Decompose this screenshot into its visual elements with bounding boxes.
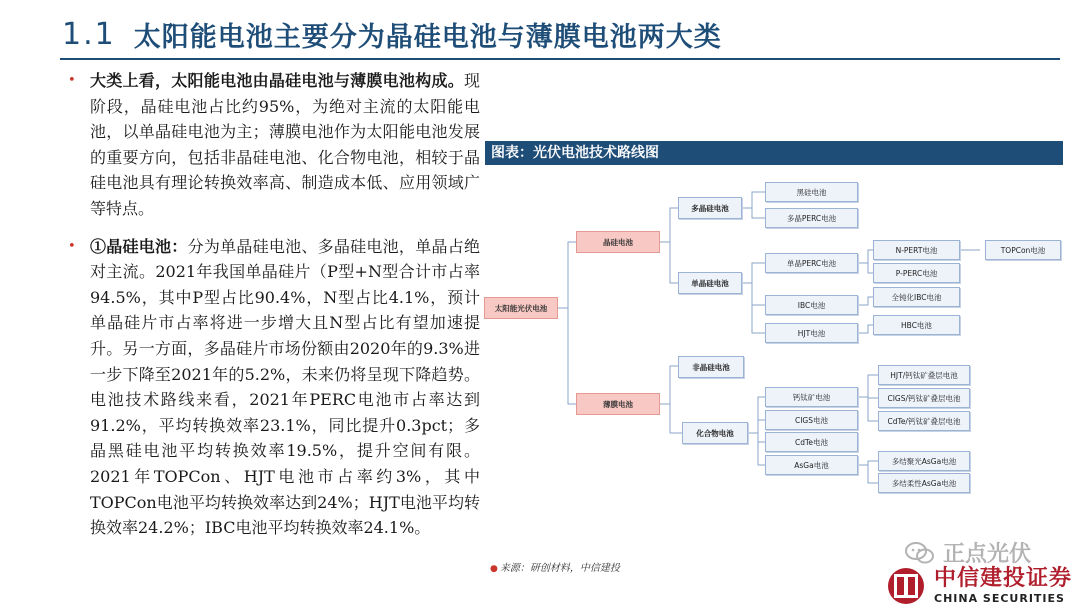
bullet-text: 现阶段，晶硅电池占比约95%，为绝对主流的太阳能电池，以单晶硅电池为主；薄膜电池作为太阳能电池发展的重要方向，包括非晶硅电池、化合物电池，相较于晶硅电池具有理论转换效率高、制造成本低、应用领域广等特点。 bbox=[90, 71, 480, 218]
technology-roadmap-diagram bbox=[480, 170, 980, 510]
title-divider bbox=[60, 58, 1060, 60]
bullet-lead: 大类上看，太阳能电池由晶硅电池与薄膜电池构成。 bbox=[90, 71, 464, 90]
node-thin-film: 薄膜电池 bbox=[576, 393, 660, 415]
node-black-silicon: 黑硅电池 bbox=[765, 182, 858, 202]
node-perovskite: 钙钛矿电池 bbox=[765, 387, 858, 407]
bullet-item bbox=[68, 234, 480, 541]
source-note bbox=[490, 559, 620, 574]
node-multi: 多晶硅电池 bbox=[678, 197, 742, 219]
bullet-text: 分为单晶硅电池、多晶硅电池，单晶占绝对主流。2021年我国单晶硅片（P型+N型合计市占率94.5%，其中P型占比90.4%，N型占比4.1%，预计单晶硅片市占率将进一步增大且N型占比有望加速提升。另一方面，多晶硅片市场份额由2020年的9.3%进一步下降至2021年的5.2%，未来仍将呈现下降趋势。电池技术路线来看，2021年PERC电池市占率达到91.2%，平均转换效率23.1%，同比提升0.3pct；多晶黑硅电池平均转换效率19.5%，提升空间有限。2021年TOPCon、HJT电池市占率约3%，其中TOPCon电池平均转换效率达到24%；HJT电池平均转换效率24.2%；IBC电池平均转换效率24.1%。 bbox=[90, 236, 480, 538]
bullet-dot-icon: • bbox=[68, 238, 76, 254]
node-amorphous: 非晶硅电池 bbox=[678, 356, 744, 378]
source-text: 来源：研创材料，中信建投 bbox=[499, 563, 620, 574]
node-hjt-perovskite: HJT/钙钛矿叠层电池 bbox=[878, 365, 970, 385]
figure-caption: 图表：光伏电池技术路线图 bbox=[485, 141, 1063, 165]
bullet-dot-icon: • bbox=[68, 73, 76, 88]
node-multi-flexible-asga: 多结柔性AsGa电池 bbox=[878, 473, 970, 493]
node-multi-concentrator-asga: 多结聚光AsGa电池 bbox=[878, 451, 970, 471]
node-mono-perc: 单晶PERC电池 bbox=[765, 253, 858, 273]
node-hbc: HBC电池 bbox=[873, 315, 960, 335]
node-cdte-perovskite: CdTe/钙钛矿叠层电池 bbox=[878, 411, 970, 431]
page-header bbox=[62, 12, 722, 56]
node-hjt: HJT电池 bbox=[765, 323, 858, 343]
bullet-item bbox=[68, 68, 480, 222]
node-p-perc: P-PERC电池 bbox=[873, 263, 960, 283]
logo-name-en: CHINA SECURITIES bbox=[934, 592, 1065, 605]
watermark-text: 正点光伏 bbox=[943, 542, 1032, 567]
company-logo bbox=[884, 566, 1072, 606]
node-mono: 单晶硅电池 bbox=[678, 272, 742, 294]
node-topcon: TOPCon电池 bbox=[985, 240, 1061, 260]
section-number: 1.1 bbox=[62, 16, 116, 52]
node-root: 太阳能光伏电池 bbox=[484, 297, 558, 319]
node-all-back-ibc: 全钝化IBC电池 bbox=[873, 287, 960, 307]
node-cigs-perovskite: CIGS/钙钛矿叠层电池 bbox=[878, 388, 970, 408]
bullet-list bbox=[68, 68, 480, 541]
node-crystalline: 晶硅电池 bbox=[576, 231, 660, 253]
bullet-lead: ①晶硅电池： bbox=[90, 236, 188, 256]
node-multi-perc: 多晶PERC电池 bbox=[765, 208, 858, 228]
logo-wordmark bbox=[934, 568, 1072, 604]
node-cdte: CdTe电池 bbox=[765, 432, 858, 452]
node-asga: AsGa电池 bbox=[765, 455, 858, 475]
wechat-watermark bbox=[905, 537, 1031, 568]
citic-emblem-icon bbox=[884, 566, 928, 606]
node-compound: 化合物电池 bbox=[682, 422, 748, 444]
node-n-pert: N-PERT电池 bbox=[873, 240, 960, 260]
wechat-icon bbox=[905, 542, 935, 564]
logo-name-cn: 中信建投证券 bbox=[934, 566, 1073, 591]
source-dot-icon: ● bbox=[490, 564, 498, 574]
node-ibc: IBC电池 bbox=[765, 295, 858, 315]
page-title: 太阳能电池主要分为晶硅电池与薄膜电池两大类 bbox=[133, 21, 722, 53]
node-cigs: CIGS电池 bbox=[765, 410, 858, 430]
